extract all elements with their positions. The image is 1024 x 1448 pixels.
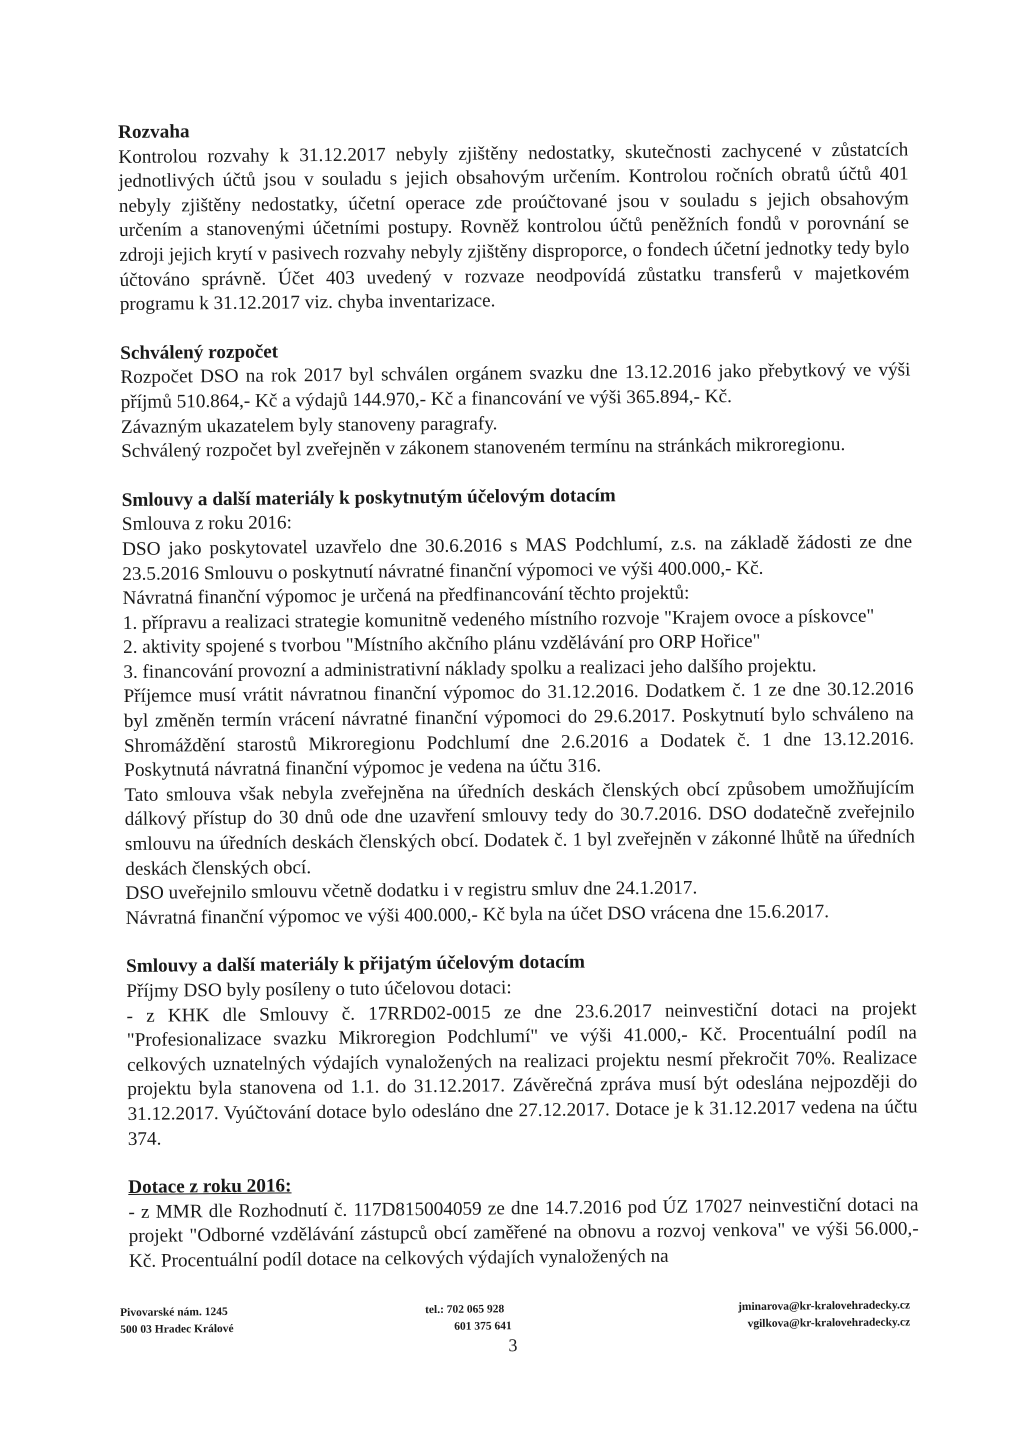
footer-phone bbox=[425, 1301, 512, 1336]
paragraph: DSO uveřejnilo smlouvu včetně dodatku i v registru smluv dne 24.1.2017. bbox=[125, 877, 698, 905]
section-heading: Rozvaha bbox=[118, 121, 190, 143]
paragraph: Závazným ukazatelem byly stanoveny paragrafy. bbox=[120, 412, 498, 438]
list-item: 1. přípravu a realizaci strategie komunitně vedeného místního rozvoje "Krajem ovoce a pískovce" bbox=[122, 605, 875, 634]
paragraph: Příjmy DSO byly posíleny o tuto účelovou dotaci: bbox=[126, 977, 512, 1002]
document-body bbox=[118, 113, 919, 1298]
section-rozvaha bbox=[118, 113, 910, 317]
paragraph: Smlouva z roku 2016: bbox=[121, 512, 292, 536]
footer-email-line: jminarova@kr-kralovehradecky.cz bbox=[737, 1299, 911, 1314]
paragraph: Příjemce musí vrátit návratnou finanční výpomoc do 31.12.2016. Dodatkem č. 1 ze dne 30.12.2016 byl změněn termín vrácení návratné finanční výpomoci do 29.6.2017. Poskytnutí bylo schváleno na Shromáždění starostů Mikroregionu Podchlumí dne 2.6.2016 a Dodatek č. 1 dne 13.12.2016. Poskytnutá návratná finanční výpomoc je vedena na účtu 316. bbox=[123, 678, 915, 782]
paragraph: Tato smlouva však nebyla zveřejněna na úředních deskách členských obcí způsobem umožňujícím dálkový přístup do 30 dnů ode dne uzavření smlouvy tedy do 30.7.2016. DSO dodatečně zveřejnilo smlouvu na úředních deskách členských obcí. Dodatek č. 1 byl zveřejněn v zákonné lhůtě na úředních deskách členských obcí. bbox=[124, 777, 916, 880]
footer-address-line: Pivovarské nám. 1245 bbox=[120, 1305, 228, 1319]
section-dotace-2016 bbox=[128, 1169, 919, 1275]
paragraph: Návratná finanční výpomoc ve výši 400.000,- Kč byla na účet DSO vrácena dne 15.6.2017. bbox=[125, 901, 830, 929]
paragraph: Schválený rozpočet byl zveřejněn v zákonem stanoveném termínu na stránkách mikroregionu. bbox=[121, 434, 846, 463]
section-heading: Schválený rozpočet bbox=[120, 341, 279, 364]
list-item: 2. aktivity spojené s tvorbou "Místního akčního plánu vzdělávání pro ORP Hořice" bbox=[122, 631, 761, 659]
paragraph: Rozpočet DSO na rok 2017 byl schválen orgánem svazku dne 13.12.2016 jako přebytkový ve výši příjmů 510.864,- Kč a výdajů 144.970,- Kč a financování ve výši 365.894,- Kč. bbox=[120, 359, 911, 413]
footer-email-line: vgilkova@kr-kralovehradecky.cz bbox=[747, 1316, 911, 1330]
list-item: 3. financování provozní a administrativní náklady spolku a realizaci jeho dalšího projektu. bbox=[123, 655, 817, 683]
section-schvaleny-rozpocet bbox=[120, 334, 911, 465]
footer-email bbox=[738, 1297, 910, 1333]
section-poskytnute-dotace bbox=[122, 481, 916, 931]
paragraph: - z KHK dle Smlouvy č. 17RRD02-0015 ze dne 23.6.2017 neinvestiční dotaci na projekt "Profesionalizace svazku Mikroregion Podchlumí" ve výši 41.000,- Kč. Procentuální podíl na celkových uznatelných výdajích vynaložených na realizaci projektu nesmí překročit 70%. Realizace projektu byla stanovena od 1.1. do 31.12.2017. Závěrečná zpráva musí být odeslána nejpozději do 31.12.2017. Vyúčtování dotace bylo odesláno dne 27.12.2017. Dotace je k 31.12.2017 vedena na účtu 374. bbox=[126, 997, 918, 1150]
page-footer bbox=[120, 1297, 911, 1365]
footer-address-line: 500 03 Hradec Králové bbox=[120, 1322, 234, 1336]
footer-phone-line: 601 375 641 bbox=[454, 1320, 512, 1333]
section-prijate-dotace bbox=[126, 948, 918, 1152]
footer-address bbox=[120, 1304, 234, 1339]
footer-phone-line: tel.: 702 065 928 bbox=[425, 1303, 505, 1317]
paragraph: - z MMR dle Rozhodnutí č. 117D815004059 ze dne 14.7.2016 pod ÚZ 17027 neinvestiční dotaci na projekt "Odborné vzdělávání zástupců obcí zaměřené na obnovu a rozvoj venkova" ve výši 56.000,- Kč. Procentuální podíl dotace na celkových výdajích vynaložených na bbox=[128, 1194, 919, 1272]
section-heading: Dotace z roku 2016: bbox=[128, 1175, 292, 1199]
page-number: 3 bbox=[508, 1335, 518, 1356]
section-heading: Smlouvy a další materiály k přijatým účelovým dotacím bbox=[126, 951, 586, 978]
section-heading: Smlouvy a další materiály k poskytnutým účelovým dotacím bbox=[121, 484, 616, 511]
paragraph: Návratná finanční výpomoc je určená na předfinancování těchto projektů: bbox=[122, 582, 690, 610]
paragraph: Kontrolou rozvahy k 31.12.2017 nebyly zjištěny nedostatky, skutečnosti zachycené v zůstatcích jednotlivých účtů jsou v souladu s jejich obsahovým určením. Kontrolou ročních obratů účtů 401 nebyly zjištěny nedostatky, účetní operace zde proúčtované jsou v souladu s jejich obsahovým určením a stanovenými účetními postupy. Rovněž kontrolou účtů peněžních fondů v porovnání se zdroji jejich krytí v pasivech rozvahy nebyly zjištěny disproporce, o fondech účetní jednotky tedy bylo účtováno správně. Účet 403 uvedený v rozvaze neodpovídá zůstatku transferů v majetkovém programu k 31.12.2017 viz. chyba inventarizace. bbox=[118, 139, 910, 316]
paragraph: DSO jako poskytovatel uzavřelo dne 30.6.2016 s MAS Podchlumí, z.s. na základě žádosti ze dne 23.5.2016 Smlouvu o poskytnutí návratné finanční výpomoci ve výši 400.000,- Kč. bbox=[122, 531, 913, 585]
